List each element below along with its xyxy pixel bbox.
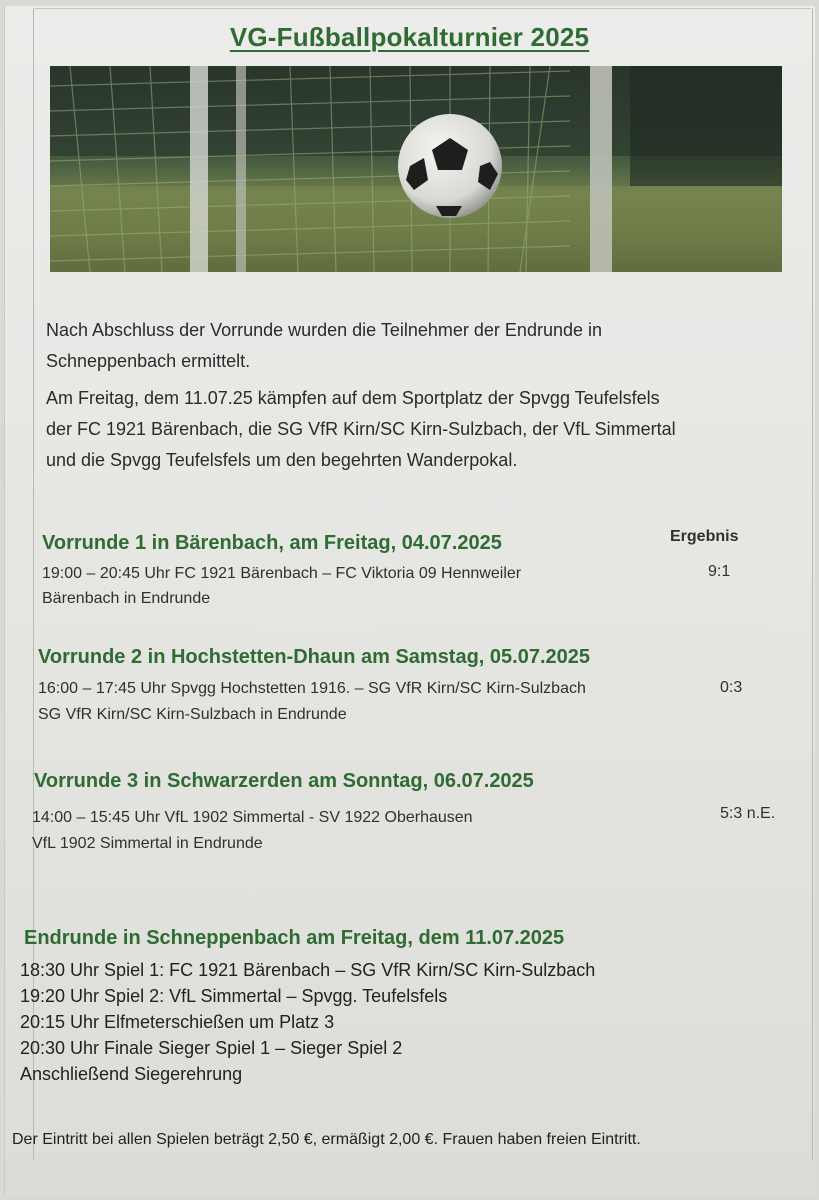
round-2-heading: Vorrunde 2 in Hochstetten-Dhaun am Samstag, 05.07.2025	[38, 646, 591, 668]
final-schedule-item: 20:30 Uhr Finale Sieger Spiel 1 – Sieger Spiel 2	[20, 1038, 403, 1058]
intro-line: Schneppenbach ermittelt.	[46, 351, 251, 371]
round-1-result: 9:1	[708, 563, 731, 580]
intro-line: und die Spvgg Teufelsfels um den begehrten Wanderpokal.	[46, 450, 518, 470]
final-schedule-item: Anschließend Siegerehrung	[20, 1064, 243, 1084]
admission-note: Der Eintritt bei allen Spielen beträgt 2,50 €, ermäßigt 2,00 €. Frauen haben freien Eintritt.	[12, 1131, 641, 1148]
round-3-match: 14:00 – 15:45 Uhr VfL 1902 Simmertal - SV 1922 Oberhausen	[32, 809, 473, 826]
intro-paragraph-2	[46, 383, 786, 476]
header-rule	[35, 8, 811, 9]
intro-line: Am Freitag, dem 11.07.25 kämpfen auf dem Sportplatz der Spvgg Teufelsfels	[46, 388, 660, 408]
round-2-match: 16:00 – 17:45 Uhr Spvgg Hochstetten 1916. – SG VfR Kirn/SC Kirn-Sulzbach	[38, 680, 586, 697]
intro-line: Nach Abschluss der Vorrunde wurden die Teilnehmer der Endrunde in	[46, 320, 603, 340]
soccer-ball-photo	[50, 66, 782, 272]
intro-paragraph-1	[46, 315, 786, 377]
final-round-heading: Endrunde in Schneppenbach am Freitag, dem 11.07.2025	[24, 927, 565, 949]
page-title	[0, 22, 819, 53]
soccer-net-illustration	[50, 66, 782, 272]
round-1-heading: Vorrunde 1 in Bärenbach, am Freitag, 04.07.2025	[42, 532, 502, 554]
round-3-qualifier: VfL 1902 Simmertal in Endrunde	[32, 835, 263, 852]
round-2-qualifier: SG VfR Kirn/SC Kirn-Sulzbach in Endrunde	[38, 706, 347, 723]
round-3-heading: Vorrunde 3 in Schwarzerden am Sonntag, 06.07.2025	[34, 770, 534, 792]
page-title-text: VG-Fußballpokalturnier 2025	[229, 22, 590, 52]
result-column-header: Ergebnis	[670, 528, 739, 545]
round-2-result: 0:3	[720, 679, 743, 696]
round-1-qualifier: Bärenbach in Endrunde	[42, 590, 211, 607]
final-schedule-item: 18:30 Uhr Spiel 1: FC 1921 Bärenbach – SG VfR Kirn/SC Kirn-Sulzbach	[20, 960, 596, 980]
final-schedule-item: 20:15 Uhr Elfmeterschießen um Platz 3	[20, 1012, 335, 1032]
intro-line: der FC 1921 Bärenbach, die SG VfR Kirn/SC Kirn-Sulzbach, der VfL Simmertal	[46, 419, 676, 439]
final-schedule-item: 19:20 Uhr Spiel 2: VfL Simmertal – Spvgg. Teufelsfels	[20, 986, 448, 1006]
round-1-match: 19:00 – 20:45 Uhr FC 1921 Bärenbach – FC Viktoria 09 Hennweiler	[42, 565, 522, 582]
round-3-result: 5:3 n.E.	[720, 805, 776, 822]
